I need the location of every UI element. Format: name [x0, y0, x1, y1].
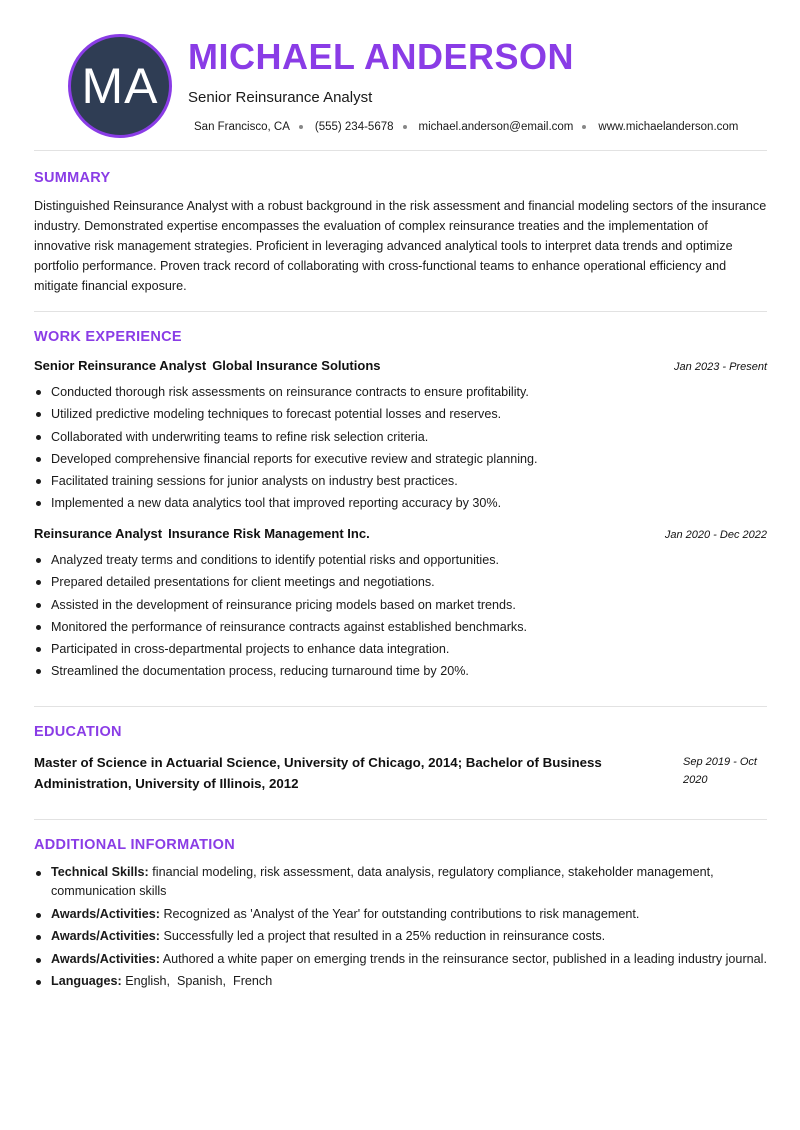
- job-role-line: [34, 526, 370, 541]
- list-item: [34, 950, 767, 969]
- education-heading: EDUCATION: [34, 724, 122, 740]
- list-item: Participated in cross-departmental projects to enhance data integration.: [34, 641, 767, 657]
- education-entry: [34, 752, 767, 794]
- item-text: Recognized as 'Analyst of the Year' for outstanding contributions to risk management.: [163, 906, 640, 921]
- job-role: Reinsurance Analyst: [34, 526, 163, 541]
- list-item: Assisted in the development of reinsurance pricing models based on market trends.: [34, 597, 767, 613]
- job-role: Senior Reinsurance Analyst: [34, 358, 207, 373]
- avatar: [68, 34, 172, 138]
- separator-dot-icon: [299, 125, 303, 129]
- summary-text: Distinguished Reinsurance Analyst with a robust background in the risk assessment and financial modeling sectors of the insurance industry. Demonstrated expertise encompasses the evaluation of complex reinsurance treaties and the implementation of innovative risk management strategies. Proficient in leveraging advanced analytical tools to interpret data trends and optimize portfolio performance. Proven track record of collaborating with cross-functional teams to enhance operational efficiency and mitigate financial exposure.: [34, 199, 767, 293]
- list-item: Analyzed treaty terms and conditions to identify potential risks and opportunities.: [34, 552, 767, 568]
- contact-phone: (555) 234-5678: [314, 121, 394, 133]
- education-degree: Master of Science in Actuarial Science, University of Chicago, 2014; Bachelor of Business Administration, University of Illinois, 2012: [34, 755, 602, 791]
- avatar-initials: MA: [81, 58, 159, 114]
- section-divider: [34, 150, 767, 151]
- job-header: [34, 358, 767, 373]
- job-bullets: [34, 384, 767, 518]
- candidate-title: Senior Reinsurance Analyst: [188, 89, 373, 106]
- experience-heading: WORK EXPERIENCE: [34, 329, 182, 345]
- list-item: [34, 905, 767, 924]
- item-label: Awards/Activities:: [51, 906, 160, 921]
- section-divider: [34, 706, 767, 707]
- job-role-line: [34, 358, 381, 373]
- section-divider: [34, 311, 767, 312]
- separator-dot-icon: [582, 125, 586, 129]
- item-label: Awards/Activities:: [51, 929, 160, 943]
- list-item: Developed comprehensive financial reports for executive review and strategic planning.: [34, 451, 767, 467]
- contact-email[interactable]: michael.anderson@email.com: [418, 121, 574, 133]
- additional-list: [34, 863, 767, 995]
- job-company: Global Insurance Solutions: [212, 358, 381, 373]
- contact-website[interactable]: www.michaelanderson.com: [598, 121, 739, 133]
- job-dates: Jan 2023 - Present: [674, 361, 767, 373]
- item-label: Technical Skills:: [51, 865, 149, 879]
- item-text: English, Spanish, French: [125, 974, 273, 988]
- list-item: [34, 972, 767, 991]
- item-text: Successfully led a project that resulted in a 25% reduction in reinsurance costs.: [163, 929, 606, 943]
- item-label: Languages:: [51, 974, 122, 988]
- item-text: financial modeling, risk assessment, data analysis, regulatory compliance, stakeholder management, communication skills: [51, 865, 714, 898]
- list-item: [34, 863, 767, 901]
- list-item: Monitored the performance of reinsurance contracts against established benchmarks.: [34, 619, 767, 635]
- summary-heading: SUMMARY: [34, 170, 111, 186]
- item-text: Authored a white paper on emerging trends in the reinsurance sector, published in a leading industry journal.: [162, 951, 767, 966]
- list-item: Utilized predictive modeling techniques to forecast potential losses and reserves.: [34, 406, 767, 422]
- job-company: Insurance Risk Management Inc.: [168, 526, 370, 541]
- contact-bar: [194, 121, 738, 133]
- job-bullets: [34, 552, 767, 686]
- contact-location: San Francisco, CA: [194, 121, 290, 133]
- additional-heading: ADDITIONAL INFORMATION: [34, 837, 235, 853]
- list-item: Streamlined the documentation process, reducing turnaround time by 20%.: [34, 663, 767, 679]
- list-item: Collaborated with underwriting teams to refine risk selection criteria.: [34, 429, 767, 445]
- resume-header: [34, 0, 767, 150]
- education-dates: Sep 2019 - Oct 2020: [683, 756, 757, 786]
- separator-dot-icon: [403, 125, 407, 129]
- job-dates: Jan 2020 - Dec 2022: [664, 529, 767, 541]
- list-item: Implemented a new data analytics tool that improved reporting accuracy by 30%.: [34, 495, 767, 511]
- candidate-name: MICHAEL ANDERSON: [188, 36, 575, 77]
- item-label: Awards/Activities:: [51, 951, 160, 966]
- list-item: Conducted thorough risk assessments on reinsurance contracts to ensure profitability.: [34, 384, 767, 400]
- list-item: [34, 927, 767, 946]
- section-divider: [34, 819, 767, 820]
- list-item: Prepared detailed presentations for client meetings and negotiations.: [34, 574, 767, 590]
- list-item: Facilitated training sessions for junior analysts on industry best practices.: [34, 473, 767, 489]
- job-header: [34, 526, 767, 541]
